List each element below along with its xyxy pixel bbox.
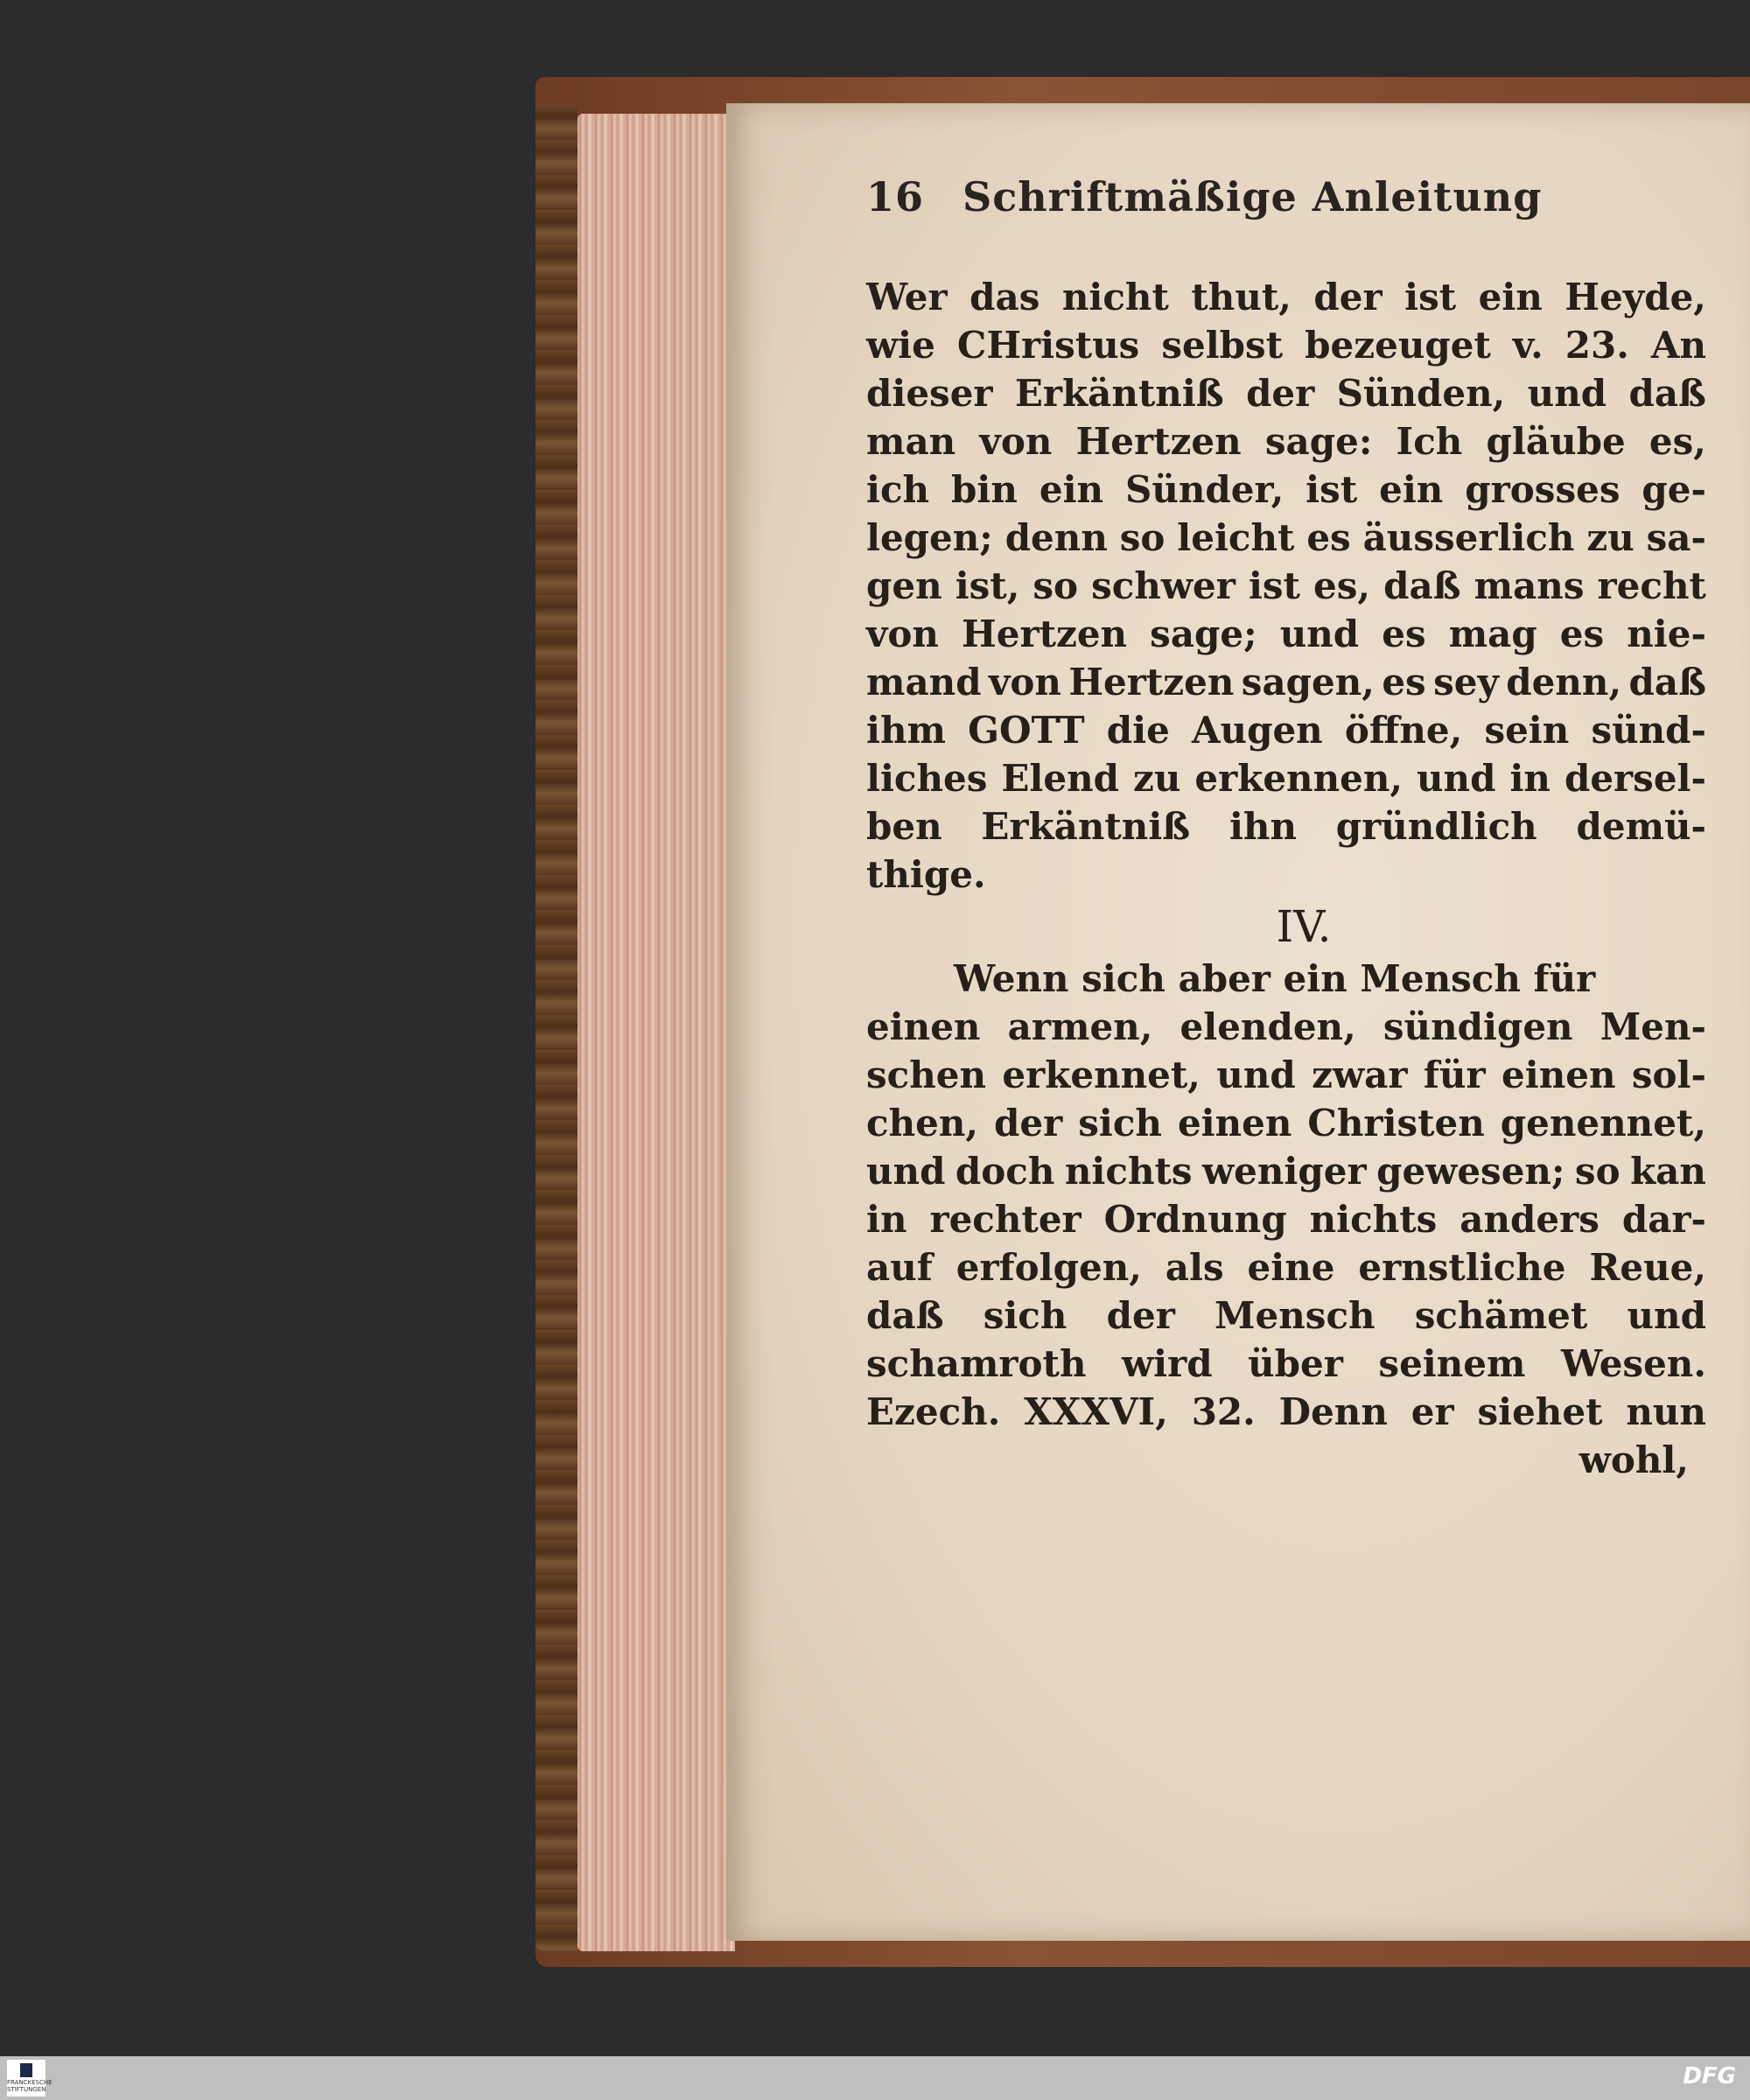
word: ge- bbox=[1642, 468, 1706, 511]
word: nichts bbox=[1064, 1150, 1193, 1193]
word: ein bbox=[1039, 468, 1104, 511]
word: Denn bbox=[1278, 1390, 1388, 1433]
viewer-footer-bar bbox=[0, 2056, 1750, 2100]
word: und bbox=[1417, 757, 1496, 800]
word: Mensch bbox=[1214, 1294, 1376, 1337]
word: sage: bbox=[1264, 420, 1373, 463]
word: der bbox=[994, 1102, 1063, 1144]
word: für bbox=[1423, 1054, 1486, 1096]
word: öffne, bbox=[1344, 709, 1463, 752]
word: nicht bbox=[1061, 276, 1169, 318]
word: daß bbox=[866, 1294, 944, 1337]
word: und bbox=[1279, 612, 1360, 655]
word: die bbox=[1106, 709, 1170, 752]
word: Hertzen bbox=[962, 612, 1128, 655]
catchword: wohl, bbox=[1578, 1438, 1689, 1481]
word: Erkäntniß bbox=[981, 805, 1191, 848]
word: Ordnung bbox=[1103, 1198, 1287, 1241]
text-line bbox=[866, 754, 1706, 802]
word: einen bbox=[1177, 1102, 1292, 1144]
word: ist bbox=[1404, 276, 1457, 318]
word: sagen, bbox=[1241, 661, 1375, 704]
word: nie- bbox=[1627, 612, 1706, 655]
word: 32. bbox=[1191, 1390, 1256, 1433]
page-text-area bbox=[866, 173, 1706, 1484]
word: Ich bbox=[1396, 420, 1463, 463]
word: auf bbox=[866, 1246, 933, 1289]
word: GOTT bbox=[968, 709, 1085, 752]
word: denn, bbox=[1506, 661, 1622, 704]
word: doch bbox=[955, 1150, 1055, 1193]
word: Sünden, bbox=[1336, 372, 1506, 415]
word: gründlich bbox=[1335, 805, 1537, 848]
section-numeral: IV. bbox=[1276, 901, 1332, 952]
text-line bbox=[866, 273, 1706, 321]
text-line bbox=[866, 417, 1706, 466]
word: dieser bbox=[866, 372, 993, 415]
word: dar- bbox=[1621, 1198, 1706, 1241]
word: Hertzen bbox=[1075, 420, 1242, 463]
word: schamroth bbox=[866, 1342, 1087, 1385]
word: der bbox=[1313, 276, 1382, 318]
word: ist bbox=[1248, 564, 1300, 607]
word: v. bbox=[1512, 324, 1544, 367]
text-line bbox=[866, 562, 1706, 610]
text-line bbox=[866, 1388, 1706, 1436]
word: sein bbox=[1484, 709, 1570, 752]
word: recht bbox=[1597, 564, 1706, 607]
word: und bbox=[866, 1150, 946, 1193]
word: zu bbox=[1132, 757, 1181, 800]
word: über bbox=[1248, 1342, 1343, 1385]
word: bin bbox=[951, 468, 1018, 511]
word: 23. bbox=[1564, 324, 1629, 367]
word: ernstliche bbox=[1358, 1246, 1566, 1289]
word: thut, bbox=[1191, 276, 1292, 318]
word: zwar bbox=[1312, 1054, 1408, 1096]
text-line bbox=[866, 1147, 1706, 1195]
word: man bbox=[866, 420, 956, 463]
word: sage; bbox=[1150, 612, 1257, 655]
dfg-logo[interactable]: DFG bbox=[1683, 2063, 1736, 2090]
institution-logo-text: FRANCKESCHE STIFTUNGEN bbox=[7, 2079, 52, 2093]
word: gewesen; bbox=[1376, 1150, 1565, 1193]
word: mans bbox=[1474, 564, 1585, 607]
word: so bbox=[1574, 1150, 1620, 1193]
book-page bbox=[726, 103, 1750, 1941]
word: Men- bbox=[1600, 1005, 1706, 1048]
text-line bbox=[866, 802, 1706, 850]
word: sey bbox=[1433, 661, 1499, 704]
word: sünd- bbox=[1591, 709, 1706, 752]
word: wird bbox=[1122, 1342, 1213, 1385]
word: kan bbox=[1630, 1150, 1706, 1193]
word: Wer bbox=[866, 276, 948, 318]
word: sündigen bbox=[1382, 1005, 1573, 1048]
word: Reue, bbox=[1589, 1246, 1706, 1289]
word: Heyde, bbox=[1564, 276, 1706, 318]
word: ich bbox=[866, 468, 930, 511]
text-line bbox=[866, 514, 1706, 562]
word: seinem bbox=[1378, 1342, 1526, 1385]
book-spine-edge bbox=[536, 105, 578, 1951]
text-line bbox=[866, 1340, 1706, 1388]
word: ist bbox=[1306, 468, 1358, 511]
text-line: Wenn sich aber ein Mensch für bbox=[954, 957, 1596, 1000]
word: schämet bbox=[1414, 1294, 1588, 1337]
word: Hertzen bbox=[1068, 661, 1235, 704]
word: erkennen, bbox=[1194, 757, 1403, 800]
building-icon bbox=[20, 2063, 32, 2077]
text-line bbox=[866, 1051, 1706, 1099]
word: schwer bbox=[1091, 564, 1236, 607]
word: einen bbox=[1502, 1054, 1616, 1096]
word: selbst bbox=[1161, 324, 1284, 367]
word: mag bbox=[1448, 612, 1537, 655]
institution-logo[interactable] bbox=[7, 2060, 52, 2096]
word: liches bbox=[866, 757, 988, 800]
word: es bbox=[1382, 612, 1426, 655]
text-line bbox=[866, 1292, 1706, 1340]
running-head bbox=[866, 173, 1706, 220]
word: denn bbox=[1004, 516, 1108, 559]
word: daß bbox=[1628, 372, 1706, 415]
word: chen, bbox=[866, 1102, 978, 1144]
word: XXXVI, bbox=[1024, 1390, 1168, 1433]
word: es bbox=[1306, 516, 1351, 559]
word: von bbox=[866, 612, 939, 655]
word: Elend bbox=[1001, 757, 1119, 800]
word: mand bbox=[866, 661, 982, 704]
running-head-title: Schriftmäßige Anleitung bbox=[962, 173, 1543, 220]
text-line bbox=[866, 658, 1706, 706]
word: anders bbox=[1460, 1198, 1600, 1241]
word: leicht bbox=[1177, 516, 1295, 559]
word: einen bbox=[866, 1005, 981, 1048]
word: es bbox=[1382, 661, 1426, 704]
word: weniger bbox=[1202, 1150, 1367, 1193]
word: Erkäntniß bbox=[1014, 372, 1224, 415]
text-line bbox=[866, 1099, 1706, 1147]
word: nichts bbox=[1309, 1198, 1438, 1241]
word: ein bbox=[1478, 276, 1543, 318]
text-line bbox=[866, 321, 1706, 369]
word: siehet bbox=[1477, 1390, 1603, 1433]
paragraph-before-section bbox=[866, 273, 1706, 899]
word: daß bbox=[1628, 661, 1706, 704]
text-line bbox=[866, 610, 1706, 658]
word: und bbox=[1216, 1054, 1296, 1096]
word: sich bbox=[983, 1294, 1068, 1337]
word: ist, bbox=[955, 564, 1020, 607]
word: der bbox=[1246, 372, 1315, 415]
word: es, bbox=[1313, 564, 1371, 607]
word: sa- bbox=[1646, 516, 1706, 559]
word: gen bbox=[866, 564, 942, 607]
word: zu bbox=[1586, 516, 1634, 559]
word: so bbox=[1032, 564, 1079, 607]
word: nun bbox=[1626, 1390, 1706, 1433]
word: gläube bbox=[1486, 420, 1626, 463]
word: daß bbox=[1383, 564, 1461, 607]
word: legen; bbox=[866, 516, 993, 559]
word: er bbox=[1410, 1390, 1454, 1433]
word: das bbox=[970, 276, 1040, 318]
text-line bbox=[866, 1243, 1706, 1292]
word: schen bbox=[866, 1054, 987, 1096]
page-block-edges bbox=[578, 114, 735, 1951]
word: Sünder, bbox=[1125, 468, 1284, 511]
word: Christen bbox=[1307, 1102, 1485, 1144]
word: Ezech. bbox=[866, 1390, 1001, 1433]
word: genennet, bbox=[1500, 1102, 1706, 1144]
page-number: 16 bbox=[866, 173, 925, 220]
word: erfolgen, bbox=[956, 1246, 1142, 1289]
word: wie bbox=[866, 324, 935, 367]
word: von bbox=[979, 420, 1053, 463]
word: ben bbox=[866, 805, 942, 848]
word: dersel- bbox=[1564, 757, 1706, 800]
word: Augen bbox=[1191, 709, 1323, 752]
word: und bbox=[1627, 1294, 1706, 1337]
word: so bbox=[1119, 516, 1166, 559]
word: elenden, bbox=[1180, 1005, 1356, 1048]
word: äusserlich bbox=[1362, 516, 1575, 559]
word: sich bbox=[1078, 1102, 1162, 1144]
word: demü- bbox=[1576, 805, 1706, 848]
word: und bbox=[1527, 372, 1607, 415]
word: von bbox=[988, 661, 1061, 704]
word: ihm bbox=[866, 709, 946, 752]
paragraph-after-section bbox=[866, 955, 1706, 1436]
word: armen, bbox=[1007, 1005, 1153, 1048]
word: es, bbox=[1648, 420, 1706, 463]
word: es bbox=[1559, 612, 1605, 655]
word: in bbox=[1509, 757, 1550, 800]
word: in bbox=[866, 1198, 907, 1241]
text-line bbox=[866, 466, 1706, 514]
text-line bbox=[866, 1003, 1706, 1051]
word: rechter bbox=[929, 1198, 1082, 1241]
word: grosses bbox=[1465, 468, 1620, 511]
text-line bbox=[866, 706, 1706, 754]
word: ein bbox=[1379, 468, 1444, 511]
text-line bbox=[866, 1195, 1706, 1243]
word: erkennet, bbox=[1002, 1054, 1200, 1096]
word: sol- bbox=[1631, 1054, 1706, 1096]
text-line bbox=[866, 369, 1706, 417]
word: als bbox=[1165, 1246, 1224, 1289]
word: eine bbox=[1247, 1246, 1335, 1289]
text-line: thige. bbox=[866, 853, 986, 896]
word: ihn bbox=[1228, 805, 1297, 848]
word: Wesen. bbox=[1560, 1342, 1706, 1385]
word: bezeuget bbox=[1305, 324, 1491, 367]
word: An bbox=[1650, 324, 1706, 367]
word: der bbox=[1106, 1294, 1175, 1337]
word: CHristus bbox=[956, 324, 1140, 367]
